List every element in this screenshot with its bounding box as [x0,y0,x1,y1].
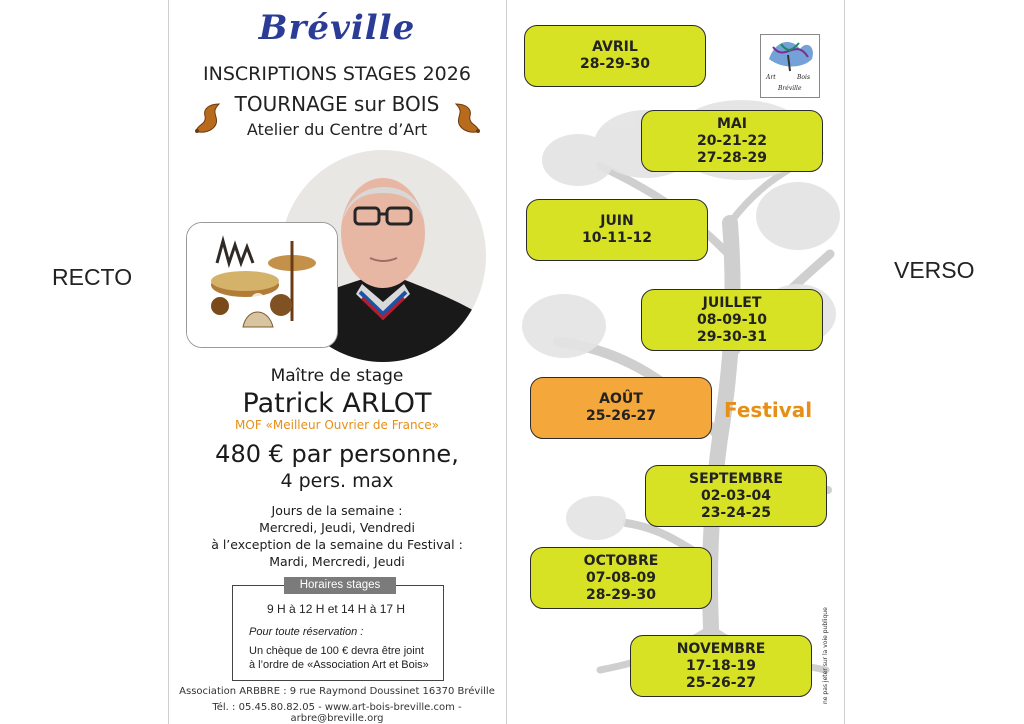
price: 480 € par personne, [215,440,459,468]
recto-label: RECTO [52,264,133,290]
woodturning-object-image [186,222,338,348]
month-name: AOÛT [599,391,643,407]
days-heading: Jours de la semaine : [271,503,403,518]
month-card-july [641,289,823,351]
month-dates: 27-28-29 [696,149,768,166]
month-name: AVRIL [592,39,638,55]
month-card-april [524,25,706,87]
instructor-name: Patrick ARLOT [242,388,432,419]
art-bois-logo [760,34,820,98]
month-dates: 28-29-30 [585,586,657,603]
month-dates: 25-26-27 [585,408,657,424]
month-card-november [630,635,812,697]
month-dates: 28-29-30 [579,56,651,72]
logo-breville-text: Bréville [778,85,802,92]
month-card-may [641,110,823,172]
month-card-august [530,377,712,439]
instructor-role: Maître de stage [270,366,404,386]
month-dates: 20-21-22 [696,132,768,149]
month-dates: 07-08-09 [585,569,657,586]
month-dates: 23-24-25 [700,504,772,521]
month-dates: 25-26-27 [685,674,757,691]
month-dates: 08-09-10 [696,311,768,328]
association-address: Association ARBBRE : 9 rue Raymond Doussinet 16370 Bréville [179,686,495,697]
workshop-title: TOURNAGE sur BOIS [234,92,440,116]
month-name: JUIN [600,213,634,229]
hours-heading: Horaires stages [284,577,396,594]
month-name: OCTOBRE [583,552,659,569]
festival-exception: à l’exception de la semaine du Festival : [211,537,463,552]
verso-label: VERSO [894,257,975,283]
month-card-june [526,199,708,261]
month-dates: 17-18-19 [685,657,757,674]
normal-days: Mercredi, Jeudi, Vendredi [259,520,415,535]
month-dates: 29-30-31 [696,328,768,345]
capacity: 4 pers. max [280,470,394,492]
month-card-september [645,465,827,527]
logo-art-text: Art [766,74,776,81]
festival-label: Festival [724,398,813,422]
hours-times: 9 H à 12 H et 14 H à 17 H [267,602,406,616]
month-name: NOVEMBRE [676,640,766,657]
right-scroll-ornament [452,100,482,136]
cheque-line-1: Un chèque de 100 € devra être joint [249,645,424,657]
month-name: SEPTEMBRE [689,470,783,487]
contact-line: Tél. : 05.45.80.82.05 - www.art-bois-breville.com - arbre@breville.org [212,702,462,724]
mof-title: MOF «Meilleur Ouvrier de France» [235,418,439,432]
reservation-label: Pour toute réservation : [249,626,364,638]
logo-bois-text: Bois [797,74,811,81]
right-page-border [844,0,845,724]
month-dates: 02-03-04 [700,487,772,504]
festival-days: Mardi, Mercredi, Jeudi [269,554,405,569]
legal-vertical-note: ne pas jeter sur la voie publique [822,607,829,704]
brand-title: Bréville [258,8,416,48]
left-scroll-ornament [193,100,223,136]
registration-title: INSCRIPTIONS STAGES 2026 [203,63,471,85]
cheque-line-2: à l’ordre de «Association Art et Bois» [249,659,429,671]
month-name: JUILLET [702,294,762,311]
atelier-title: Atelier du Centre d’Art [246,120,428,139]
month-card-october [530,547,712,609]
month-dates: 10-11-12 [581,230,653,246]
month-name: MAI [717,115,747,132]
